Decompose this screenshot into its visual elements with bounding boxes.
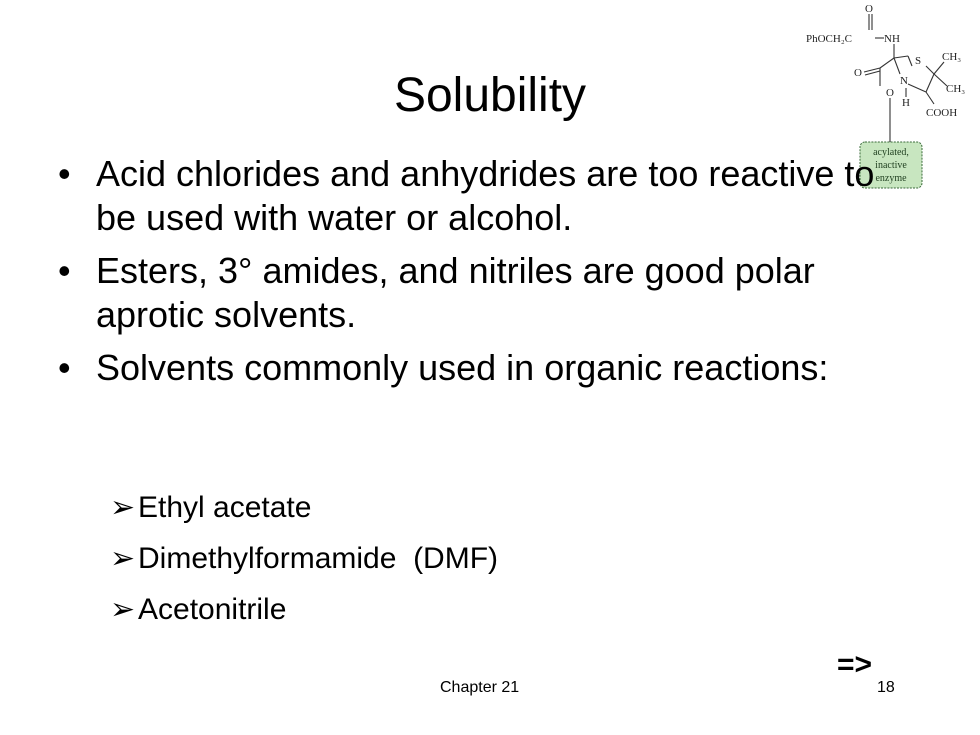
bullet-dot: •	[58, 250, 71, 291]
arrow-bullet-icon: ➢	[110, 542, 136, 575]
bullet-item	[58, 249, 918, 337]
slide-title: Solubility	[393, 69, 587, 122]
sub-bullet-list	[110, 490, 498, 643]
structure-label-s: S	[915, 55, 922, 67]
bullet-text: Acid chlorides and anhydrides are too reactive to be used with water or alcohol.	[96, 153, 875, 238]
bullet-dot: •	[58, 153, 71, 194]
bullet-text: Esters, 3° amides, and nitriles are good polar aprotic solvents.	[96, 250, 815, 335]
sub-bullet-item	[110, 490, 498, 526]
enzyme-box-line-3: enzyme	[875, 173, 907, 184]
structure-label-h: H	[902, 97, 910, 109]
structure-label-cooh: COOH	[926, 107, 958, 119]
structure-label-o-top: O	[865, 3, 873, 15]
structure-label-o-link: O	[886, 87, 894, 99]
sub-bullet-text: Dimethylformamide (DMF)	[138, 542, 499, 575]
sub-bullet-text: Ethyl acetate	[138, 491, 312, 524]
next-slide-arrow[interactable]: =>	[837, 648, 873, 681]
structure-label-ch3-b: CH₃	[946, 83, 966, 95]
structure-label-ch3-a: CH₃	[942, 51, 962, 63]
structure-label-phoch2c: PhOCH₂C	[806, 33, 853, 45]
structure-label-n: N	[900, 75, 908, 87]
arrow-bullet-icon: ➢	[110, 491, 136, 524]
enzyme-box-line-2: inactive	[875, 160, 907, 171]
bullet-dot: •	[58, 347, 71, 388]
bullet-item	[58, 346, 918, 390]
structure-label-nh: NH	[884, 33, 900, 45]
footer-chapter: Chapter 21	[440, 679, 520, 696]
bullet-text: Solvents commonly used in organic reactions:	[96, 347, 829, 388]
enzyme-box-line-1: acylated,	[873, 147, 909, 158]
bullet-list	[58, 152, 918, 399]
sub-bullet-text: Acetonitrile	[138, 593, 287, 626]
slide-number: 18	[877, 679, 895, 696]
sub-bullet-item	[110, 541, 498, 577]
sub-bullet-item	[110, 592, 498, 628]
arrow-bullet-icon: ➢	[110, 593, 136, 626]
structure-label-o-left: O	[854, 67, 862, 79]
bullet-item	[58, 152, 918, 240]
